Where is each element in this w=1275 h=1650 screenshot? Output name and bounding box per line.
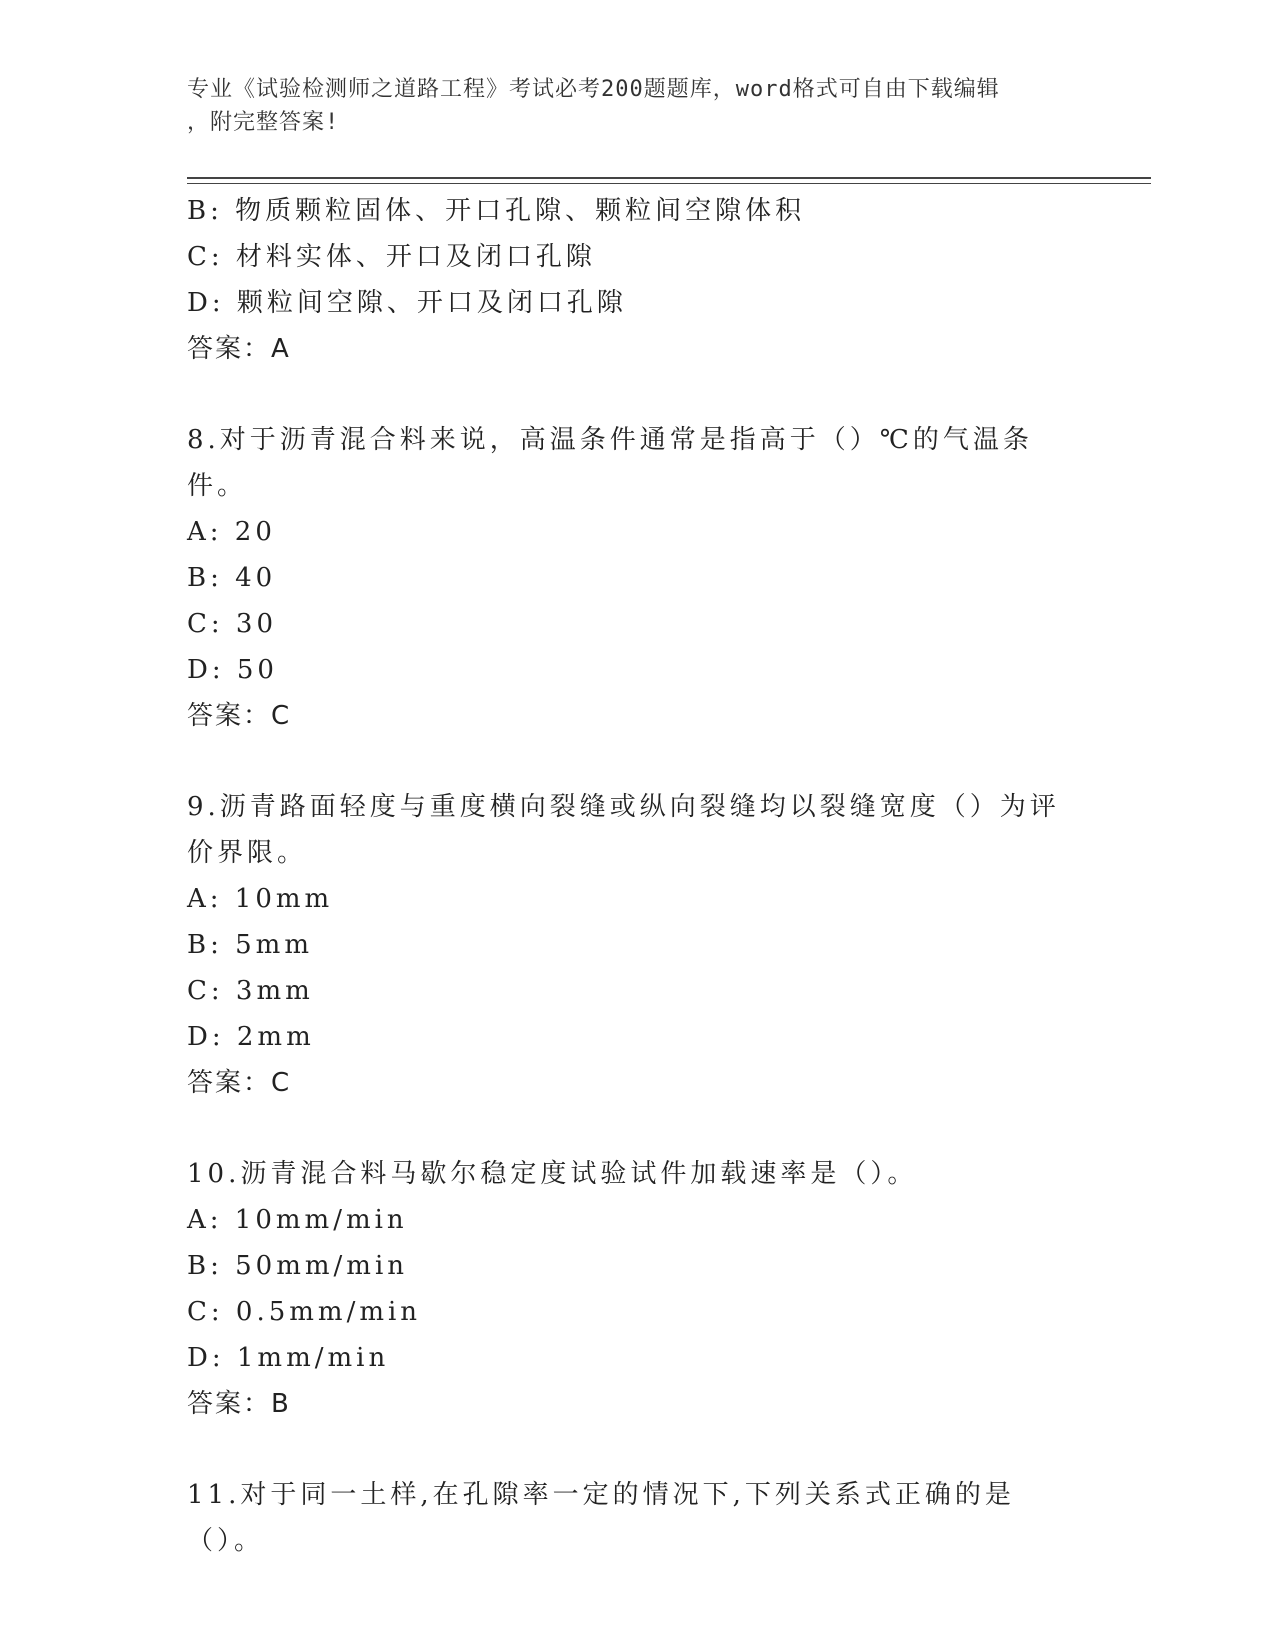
question-11 [187, 1472, 1087, 1564]
option-a: A: 10mm/min [187, 1205, 408, 1235]
question-stem: 8.对于沥青混合料来说，高温条件通常是指高于（）℃的气温条件。 [187, 425, 1033, 501]
question-7-tail [187, 188, 1087, 372]
option-d: D: 1mm/min [187, 1343, 390, 1373]
question-10 [187, 1151, 1087, 1427]
option-d: D: 颗粒间空隙、开口及闭口孔隙 [187, 288, 627, 318]
header-title-line1: 专业《试验检测师之道路工程》考试必考200题题库，word格式可自由下载编辑 [187, 77, 1000, 102]
question-stem: 11.对于同一土样,在孔隙率一定的情况下,下列关系式正确的是（）。 [187, 1480, 1015, 1556]
option-b: B: 50mm/min [187, 1251, 408, 1281]
option-d: D: 50 [187, 655, 278, 685]
option-c: C: 0.5mm/min [187, 1297, 422, 1327]
option-b: B: 5mm [187, 930, 313, 960]
question-stem: 10.沥青混合料马歇尔稳定度试验试件加载速率是（）。 [187, 1159, 918, 1189]
question-stem: 9.沥青路面轻度与重度横向裂缝或纵向裂缝均以裂缝宽度（）为评价界限。 [187, 792, 1060, 868]
option-d: D: 2mm [187, 1022, 315, 1052]
header-title-line2: ，附完整答案! [187, 110, 340, 135]
header-divider-thin [187, 183, 1151, 184]
question-9 [187, 784, 1087, 1106]
option-c: C: 3mm [187, 976, 314, 1006]
document-header [187, 73, 1067, 139]
option-b: B: 物质颗粒固体、开口孔隙、颗粒间空隙体积 [187, 196, 806, 226]
header-divider-thick [187, 177, 1151, 179]
option-a: A: 20 [187, 517, 276, 547]
answer-text: 答案：B [187, 1389, 291, 1419]
option-c: C: 30 [187, 609, 278, 639]
option-c: C: 材料实体、开口及闭口孔隙 [187, 242, 596, 272]
option-a: A: 10mm [187, 884, 334, 914]
answer-text: 答案：C [187, 1068, 292, 1098]
answer-text: 答案：C [187, 701, 292, 731]
option-b: B: 40 [187, 563, 277, 593]
question-8 [187, 417, 1087, 739]
answer-text: 答案：A [187, 334, 291, 364]
question-list [187, 188, 1087, 1564]
